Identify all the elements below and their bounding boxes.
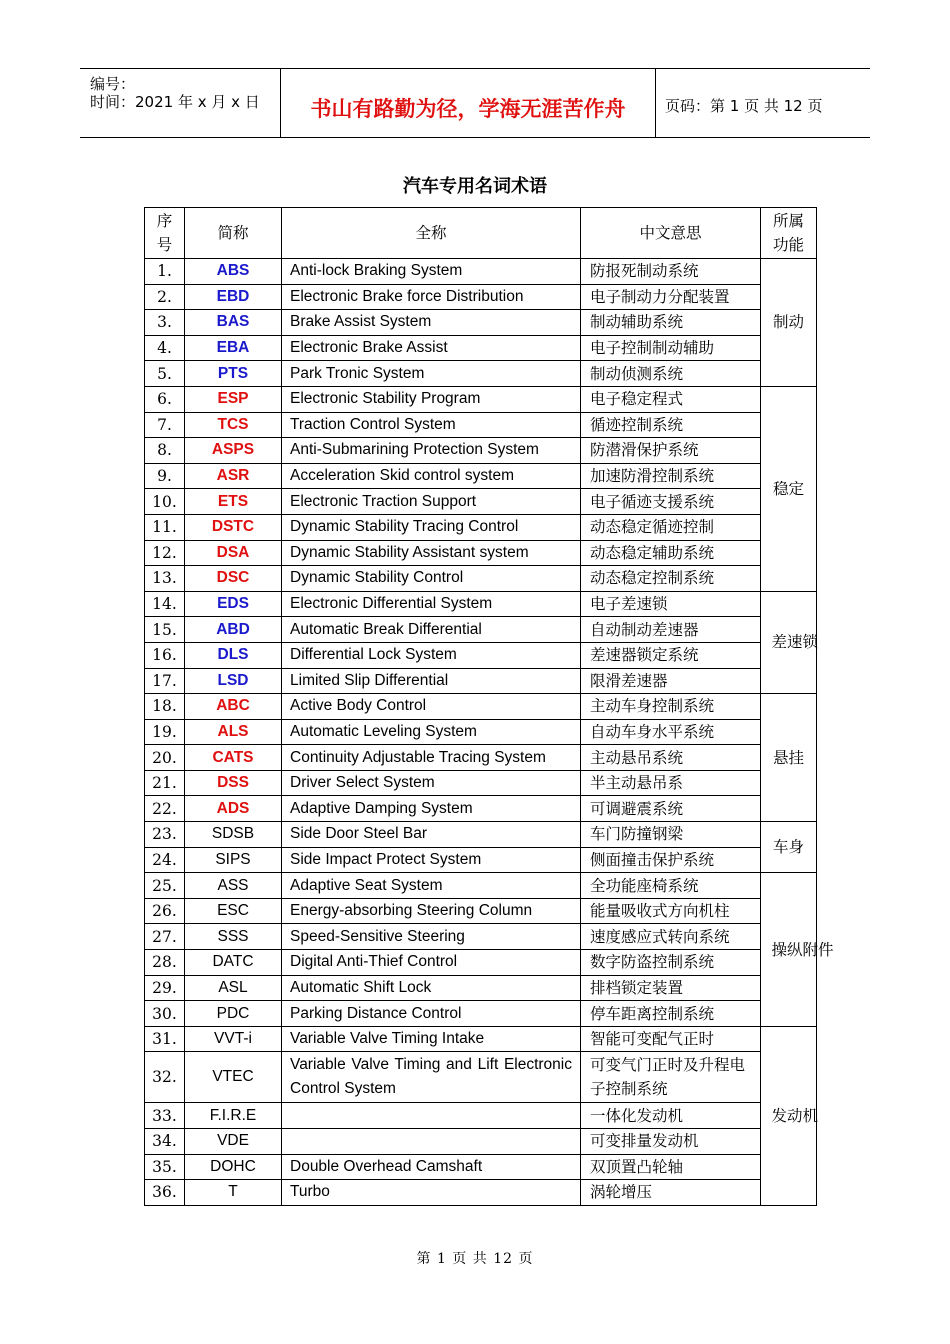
term-chinese-meaning: 制动辅助系统 xyxy=(581,310,761,336)
term-abbreviation: DSS xyxy=(185,770,282,796)
term-full-name: Automatic Shift Lock xyxy=(282,975,581,1001)
terms-table-body xyxy=(145,259,834,1206)
header-page-cell xyxy=(655,69,870,137)
header-abbr: 简称 xyxy=(185,208,282,259)
term-chinese-meaning: 数字防盗控制系统 xyxy=(581,950,761,976)
term-abbreviation: ESP xyxy=(185,386,282,412)
table-row xyxy=(145,796,817,822)
table-row xyxy=(145,924,817,950)
table-row xyxy=(145,412,817,438)
term-full-name: Electronic Traction Support xyxy=(282,489,581,515)
term-full-name: Limited Slip Differential xyxy=(282,668,581,694)
term-abbreviation: TCS xyxy=(185,412,282,438)
function-group-label: 差速锁 xyxy=(771,633,819,652)
row-number: 30. xyxy=(145,1001,185,1027)
row-number: 15. xyxy=(145,617,185,643)
term-abbreviation: DSTC xyxy=(185,514,282,540)
term-chinese-meaning: 防潜滑保护系统 xyxy=(581,438,761,464)
term-abbreviation: CATS xyxy=(185,745,282,771)
row-number: 32. xyxy=(145,1052,185,1103)
term-full-name: Differential Lock System xyxy=(282,642,581,668)
term-abbreviation: ALS xyxy=(185,719,282,745)
term-abbreviation: DSA xyxy=(185,540,282,566)
term-chinese-meaning: 涡轮增压 xyxy=(581,1180,761,1206)
function-group-label: 稳定 xyxy=(772,479,804,498)
function-group xyxy=(761,822,817,873)
term-full-name: Anti-Submarining Protection System xyxy=(282,438,581,464)
term-chinese-meaning: 动态稳定辅助系统 xyxy=(581,540,761,566)
document-title: 汽车专用名词术语 xyxy=(403,176,547,197)
table-row xyxy=(145,847,817,873)
table-row xyxy=(145,1026,817,1052)
term-abbreviation: ABS xyxy=(185,259,282,285)
function-group xyxy=(761,591,817,693)
row-number: 25. xyxy=(145,873,185,899)
header-num-label: 序号 xyxy=(156,212,173,254)
header-num xyxy=(145,208,185,259)
term-chinese-meaning: 循迹控制系统 xyxy=(581,412,761,438)
table-row xyxy=(145,361,817,387)
row-number: 9. xyxy=(145,463,185,489)
term-chinese-meaning: 动态稳定循迹控制 xyxy=(581,514,761,540)
term-abbreviation: ABC xyxy=(185,694,282,720)
row-number: 12. xyxy=(145,540,185,566)
row-number: 19. xyxy=(145,719,185,745)
term-chinese-meaning: 差速器锁定系统 xyxy=(581,642,761,668)
term-abbreviation: EBA xyxy=(185,335,282,361)
term-chinese-meaning: 主动悬吊系统 xyxy=(581,745,761,771)
term-chinese-meaning: 半主动悬吊系 xyxy=(581,770,761,796)
row-number: 7. xyxy=(145,412,185,438)
term-full-name: Brake Assist System xyxy=(282,310,581,336)
row-number: 13. xyxy=(145,566,185,592)
row-number: 20. xyxy=(145,745,185,771)
row-number: 8. xyxy=(145,438,185,464)
table-row xyxy=(145,1129,817,1155)
term-abbreviation: SIPS xyxy=(185,847,282,873)
term-full-name: Automatic Leveling System xyxy=(282,719,581,745)
term-chinese-meaning: 双顶置凸轮轴 xyxy=(581,1154,761,1180)
row-number: 3. xyxy=(145,310,185,336)
row-number: 24. xyxy=(145,847,185,873)
row-number: 4. xyxy=(145,335,185,361)
function-group xyxy=(761,386,817,591)
table-row xyxy=(145,591,817,617)
term-abbreviation: BAS xyxy=(185,310,282,336)
term-full-name: Side Impact Protect System xyxy=(282,847,581,873)
term-abbreviation: EDS xyxy=(185,591,282,617)
row-number: 26. xyxy=(145,898,185,924)
term-full-name: Parking Distance Control xyxy=(282,1001,581,1027)
row-number: 16. xyxy=(145,642,185,668)
term-abbreviation: EBD xyxy=(185,284,282,310)
function-group-label: 发动机 xyxy=(771,1106,819,1125)
table-header-row xyxy=(145,208,817,259)
term-chinese-meaning: 电子控制制动辅助 xyxy=(581,335,761,361)
table-row xyxy=(145,310,817,336)
page-header xyxy=(80,68,870,138)
row-number: 10. xyxy=(145,489,185,515)
term-full-name: Side Door Steel Bar xyxy=(282,822,581,848)
term-full-name: Acceleration Skid control system xyxy=(282,463,581,489)
term-full-name: Park Tronic System xyxy=(282,361,581,387)
row-number: 29. xyxy=(145,975,185,1001)
term-chinese-meaning: 制动侦测系统 xyxy=(581,361,761,387)
table-row xyxy=(145,540,817,566)
table-row xyxy=(145,259,817,285)
term-abbreviation: ASL xyxy=(185,975,282,1001)
term-abbreviation: PTS xyxy=(185,361,282,387)
function-group-label: 操纵附件 xyxy=(771,940,834,959)
term-full-name: Dynamic Stability Assistant system xyxy=(282,540,581,566)
term-chinese-meaning: 防报死制动系统 xyxy=(581,259,761,285)
header-motto: 书山有路勤为径，学海无涯苦作舟 xyxy=(310,97,626,121)
term-chinese-meaning: 电子制动力分配装置 xyxy=(581,284,761,310)
term-full-name: Double Overhead Camshaft xyxy=(282,1154,581,1180)
term-abbreviation: DOHC xyxy=(185,1154,282,1180)
term-full-name: Digital Anti-Thief Control xyxy=(282,950,581,976)
row-number: 5. xyxy=(145,361,185,387)
term-chinese-meaning: 动态稳定控制系统 xyxy=(581,566,761,592)
term-full-name: Driver Select System xyxy=(282,770,581,796)
table-row xyxy=(145,566,817,592)
header-group xyxy=(761,208,817,259)
term-abbreviation: PDC xyxy=(185,1001,282,1027)
row-number: 28. xyxy=(145,950,185,976)
term-abbreviation: SSS xyxy=(185,924,282,950)
table-row xyxy=(145,745,817,771)
term-chinese-meaning: 电子差速锁 xyxy=(581,591,761,617)
term-full-name: Dynamic Stability Tracing Control xyxy=(282,514,581,540)
function-group-label: 车身 xyxy=(772,838,804,857)
term-full-name: Variable Valve Timing Intake xyxy=(282,1026,581,1052)
term-abbreviation: SDSB xyxy=(185,822,282,848)
term-abbreviation: ESC xyxy=(185,898,282,924)
term-chinese-meaning: 加速防滑控制系统 xyxy=(581,463,761,489)
page-footer: 第 1 页 共 12 页 xyxy=(416,1251,534,1267)
table-row xyxy=(145,1001,817,1027)
row-number: 22. xyxy=(145,796,185,822)
row-number: 2. xyxy=(145,284,185,310)
header-motto-cell xyxy=(280,69,656,137)
term-full-name: Variable Valve Timing and Lift Electronic Control System xyxy=(282,1052,581,1103)
function-group xyxy=(761,694,817,822)
term-chinese-meaning: 电子稳定程式 xyxy=(581,386,761,412)
term-full-name: Electronic Differential System xyxy=(282,591,581,617)
header-group-label: 所属功能 xyxy=(772,212,804,254)
term-chinese-meaning: 可变排量发动机 xyxy=(581,1129,761,1155)
row-number: 27. xyxy=(145,924,185,950)
term-full-name xyxy=(282,1129,581,1155)
row-number: 18. xyxy=(145,694,185,720)
row-number: 34. xyxy=(145,1129,185,1155)
term-chinese-meaning: 自动制动差速器 xyxy=(581,617,761,643)
term-chinese-meaning: 智能可变配气正时 xyxy=(581,1026,761,1052)
term-full-name: Dynamic Stability Control xyxy=(282,566,581,592)
term-chinese-meaning: 一体化发动机 xyxy=(581,1103,761,1129)
table-row xyxy=(145,1154,817,1180)
table-row xyxy=(145,770,817,796)
row-number: 17. xyxy=(145,668,185,694)
term-abbreviation: ABD xyxy=(185,617,282,643)
table-row xyxy=(145,719,817,745)
term-abbreviation: LSD xyxy=(185,668,282,694)
term-full-name xyxy=(282,1103,581,1129)
term-full-name: Continuity Adjustable Tracing System xyxy=(282,745,581,771)
term-full-name: Adaptive Seat System xyxy=(282,873,581,899)
table-row xyxy=(145,668,817,694)
term-full-name: Anti-lock Braking System xyxy=(282,259,581,285)
term-chinese-meaning: 能量吸收式方向机柱 xyxy=(581,898,761,924)
table-row xyxy=(145,463,817,489)
row-number: 35. xyxy=(145,1154,185,1180)
header-page-info: 页码：第 1 页 共 12 页 xyxy=(665,97,823,115)
header-meta xyxy=(80,69,280,137)
term-abbreviation: T xyxy=(185,1180,282,1206)
term-chinese-meaning: 自动车身水平系统 xyxy=(581,719,761,745)
table-row xyxy=(145,642,817,668)
term-full-name: Electronic Brake force Distribution xyxy=(282,284,581,310)
term-chinese-meaning: 限滑差速器 xyxy=(581,668,761,694)
term-abbreviation: VVT-i xyxy=(185,1026,282,1052)
term-chinese-meaning: 停车距离控制系统 xyxy=(581,1001,761,1027)
table-row xyxy=(145,489,817,515)
term-full-name: Speed-Sensitive Steering xyxy=(282,924,581,950)
function-group-label: 制动 xyxy=(772,313,804,332)
term-abbreviation: DSC xyxy=(185,566,282,592)
term-chinese-meaning: 速度感应式转向系统 xyxy=(581,924,761,950)
term-abbreviation: ADS xyxy=(185,796,282,822)
row-number: 1. xyxy=(145,259,185,285)
terms-table xyxy=(144,207,834,1206)
term-abbreviation: VDE xyxy=(185,1129,282,1155)
row-number: 33. xyxy=(145,1103,185,1129)
table-row xyxy=(145,284,817,310)
row-number: 14. xyxy=(145,591,185,617)
table-row xyxy=(145,386,817,412)
function-group xyxy=(761,873,834,1027)
table-row xyxy=(145,335,817,361)
header-cn: 中文意思 xyxy=(581,208,761,259)
document-time-label: 时间：2021 年 x 月 x 日 xyxy=(90,93,260,111)
term-full-name: Automatic Break Differential xyxy=(282,617,581,643)
table-row xyxy=(145,438,817,464)
term-full-name: Adaptive Damping System xyxy=(282,796,581,822)
term-abbreviation: ASPS xyxy=(185,438,282,464)
table-row xyxy=(145,617,817,643)
term-abbreviation: DLS xyxy=(185,642,282,668)
term-chinese-meaning: 主动车身控制系统 xyxy=(581,694,761,720)
table-row xyxy=(145,898,817,924)
table-row xyxy=(145,950,817,976)
document-number-label: 编号： xyxy=(90,75,136,93)
table-row xyxy=(145,694,817,720)
function-group-label: 悬挂 xyxy=(772,748,804,767)
table-row xyxy=(145,514,817,540)
table-row xyxy=(145,1103,817,1129)
term-abbreviation: F.I.R.E xyxy=(185,1103,282,1129)
term-abbreviation: VTEC xyxy=(185,1052,282,1103)
header-full: 全称 xyxy=(282,208,581,259)
term-chinese-meaning: 可调避震系统 xyxy=(581,796,761,822)
term-chinese-meaning: 车门防撞钢梁 xyxy=(581,822,761,848)
term-full-name: Electronic Stability Program xyxy=(282,386,581,412)
term-abbreviation: DATC xyxy=(185,950,282,976)
term-chinese-meaning: 电子循迹支援系统 xyxy=(581,489,761,515)
function-group xyxy=(761,259,817,387)
term-full-name: Turbo xyxy=(282,1180,581,1206)
term-full-name: Traction Control System xyxy=(282,412,581,438)
row-number: 6. xyxy=(145,386,185,412)
row-number: 36. xyxy=(145,1180,185,1206)
term-full-name: Electronic Brake Assist xyxy=(282,335,581,361)
term-chinese-meaning: 可变气门正时及升程电子控制系统 xyxy=(581,1052,761,1103)
row-number: 23. xyxy=(145,822,185,848)
term-chinese-meaning: 侧面撞击保护系统 xyxy=(581,847,761,873)
table-row xyxy=(145,822,817,848)
term-chinese-meaning: 排档锁定装置 xyxy=(581,975,761,1001)
function-group xyxy=(761,1026,817,1205)
term-abbreviation: ASR xyxy=(185,463,282,489)
row-number: 21. xyxy=(145,770,185,796)
term-full-name: Active Body Control xyxy=(282,694,581,720)
term-chinese-meaning: 全功能座椅系统 xyxy=(581,873,761,899)
term-abbreviation: ETS xyxy=(185,489,282,515)
table-row xyxy=(145,1052,817,1103)
table-row xyxy=(145,975,817,1001)
term-full-name: Energy-absorbing Steering Column xyxy=(282,898,581,924)
row-number: 31. xyxy=(145,1026,185,1052)
row-number: 11. xyxy=(145,514,185,540)
table-row xyxy=(145,873,817,899)
term-abbreviation: ASS xyxy=(185,873,282,899)
table-row xyxy=(145,1180,817,1206)
